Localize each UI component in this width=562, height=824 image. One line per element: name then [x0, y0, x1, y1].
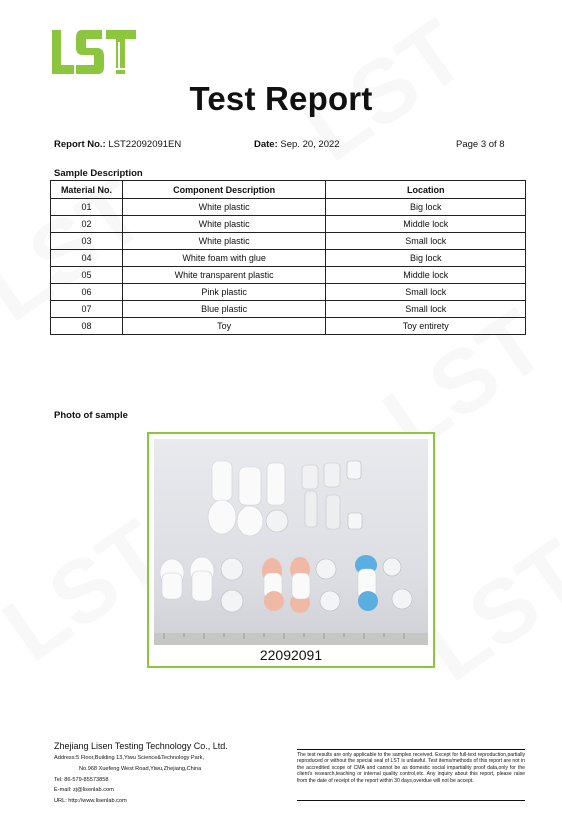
email: E-mail: zj@lisenlab.com — [54, 787, 114, 794]
column-header: Component Description — [122, 181, 326, 199]
table-cell: White plastic — [122, 199, 326, 216]
address-line-2: No.968 Xuefeng West Road,Yiwu,Zhejiang,China — [79, 765, 202, 772]
company-name: Zhejiang Lisen Testing Technology Co., Ltd. — [54, 741, 228, 751]
table-cell: Small lock — [326, 301, 526, 318]
table-cell: 03 — [51, 233, 123, 250]
table-row — [51, 267, 526, 284]
table-cell: 05 — [51, 267, 123, 284]
table-row — [51, 199, 526, 216]
table-cell: White plastic — [122, 216, 326, 233]
sample-photo-illustration — [154, 439, 428, 645]
page-title: Test Report — [189, 80, 373, 117]
column-header: Location — [326, 181, 526, 199]
disclaimer: The test results are only applicable to the samples received. Except for full-text reproduction,partially reproduced or without the special seal of LST is unlawful. Test items/methods of this report are not in the accredited scope of CMA and cannot be as domestic social impartiality proof data,only for the client's research,teaching or internal quality control,etc. Any inquiry about this report, please raise from the date of receipt of the report within 30 days,overdue will not be accept. — [297, 749, 525, 801]
telephone: Tel: 86-579-85573858 — [54, 776, 109, 783]
sample-photo — [154, 439, 428, 645]
report-number: Report No.: LST22092091EN — [54, 139, 182, 150]
table-cell: Small lock — [326, 233, 526, 250]
table-cell: Middle lock — [326, 267, 526, 284]
table-cell: 08 — [51, 318, 123, 335]
table-cell: White transparent plastic — [122, 267, 326, 284]
photo-caption: 22092091 — [259, 647, 323, 663]
table-cell: 07 — [51, 301, 123, 318]
sample-description-table — [50, 180, 526, 335]
photo-heading: Photo of sample — [54, 410, 128, 421]
table-cell: Toy — [122, 318, 326, 335]
table-row — [51, 301, 526, 318]
address-line-1: Address:5 Floor,Building 13,Yiwu Science&Technology Park, — [54, 755, 204, 761]
lst-logo — [52, 28, 136, 76]
table-row — [51, 284, 526, 301]
table-cell: Big lock — [326, 250, 526, 267]
table-header-row — [51, 181, 526, 199]
table-row — [51, 233, 526, 250]
table-cell: 04 — [51, 250, 123, 267]
sample-photo-frame — [147, 432, 435, 668]
report-date: Date: Sep. 20, 2022 — [254, 139, 340, 150]
table-cell: 01 — [51, 199, 123, 216]
table-cell: White plastic — [122, 233, 326, 250]
table-row — [51, 318, 526, 335]
table-cell: Small lock — [326, 284, 526, 301]
website-url: URL: http://www.lisenlab.com — [54, 798, 127, 805]
column-header: Material No. — [51, 181, 123, 199]
table-cell: Toy entirety — [326, 318, 526, 335]
company-contact — [54, 753, 204, 807]
table-cell: Blue plastic — [122, 301, 326, 318]
table-cell: Big lock — [326, 199, 526, 216]
page-number: Page 3 of 8 — [456, 139, 505, 150]
table-row — [51, 216, 526, 233]
table-cell: White foam with glue — [122, 250, 326, 267]
table-cell: 06 — [51, 284, 123, 301]
table-cell: Middle lock — [326, 216, 526, 233]
table-row — [51, 250, 526, 267]
sample-description-heading: Sample Description — [54, 168, 143, 179]
table-cell: 02 — [51, 216, 123, 233]
table-cell: Pink plastic — [122, 284, 326, 301]
